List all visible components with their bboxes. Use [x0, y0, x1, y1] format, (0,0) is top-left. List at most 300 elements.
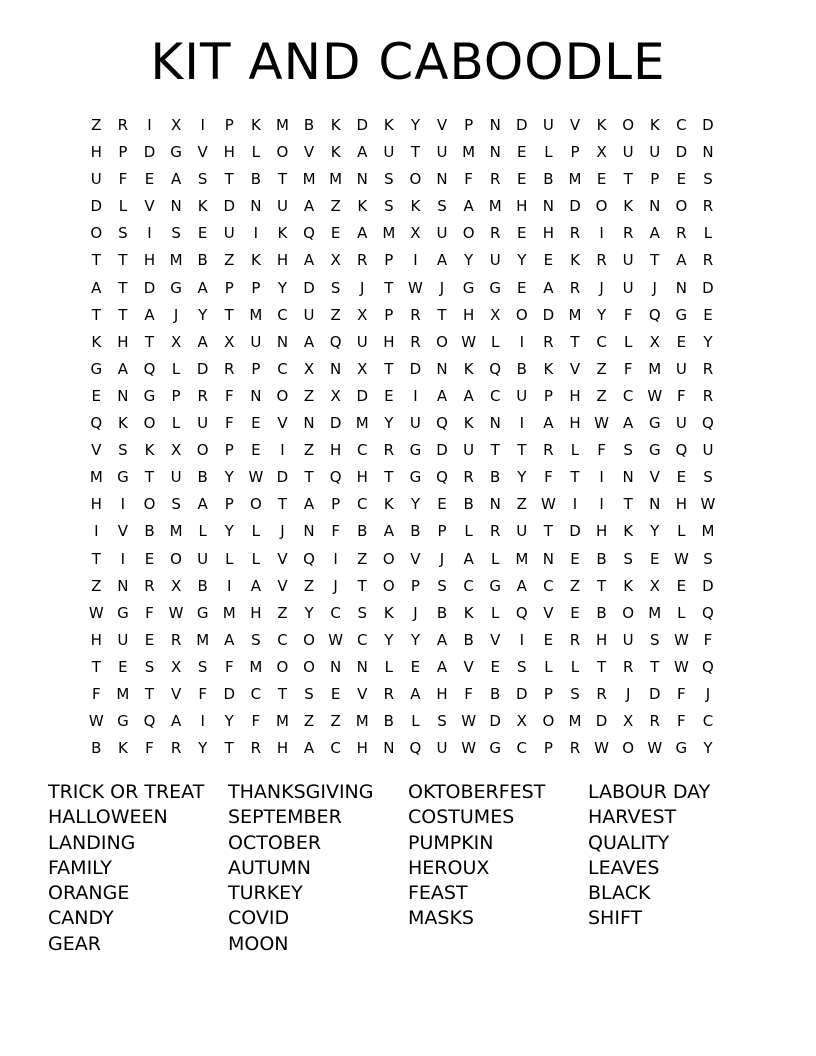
grid-letter: C [356, 495, 368, 514]
grid-letter: O [542, 712, 555, 731]
grid-letter: W [647, 386, 663, 405]
grid-letter: O [382, 576, 395, 595]
grid-letter: H [569, 386, 581, 405]
grid-letter: S [118, 441, 128, 460]
word-list-item: MOON [228, 932, 289, 955]
word-list-item: BLACK [588, 882, 651, 905]
grid-letter: V [410, 549, 421, 568]
grid-letter: A [516, 576, 527, 595]
grid-letter: D [356, 386, 369, 405]
grid-row [83, 330, 748, 357]
grid-letter: K [410, 197, 421, 216]
grid-letter: F [118, 170, 128, 189]
grid-letter: B [490, 684, 501, 703]
grid-letter: A [303, 251, 315, 270]
grid-row [83, 682, 748, 709]
grid-row [83, 438, 748, 465]
grid-letter: T [490, 441, 500, 460]
grid-letter: H [90, 495, 102, 514]
grid-letter: T [650, 251, 660, 270]
grid-letter: Y [198, 739, 208, 758]
grid-letter: E [330, 684, 341, 703]
grid-letter: U [516, 386, 528, 405]
grid-letter: L [491, 549, 500, 568]
grid-letter: P [464, 116, 474, 134]
word-list-item: HEROUX [408, 856, 490, 879]
word-list-item: HARVEST [588, 806, 677, 829]
grid-letter: U [409, 414, 421, 433]
grid-letter: P [224, 278, 234, 297]
grid-letter: E [91, 386, 102, 405]
grid-letter: I [200, 116, 205, 134]
grid-letter: K [463, 414, 474, 433]
grid-letter: L [677, 522, 686, 541]
grid-row [83, 465, 748, 492]
grid-letter: Y [224, 712, 234, 731]
grid-letter: E [144, 630, 155, 649]
grid-letter: H [462, 305, 475, 324]
grid-letter: G [117, 712, 129, 731]
grid-letter: X [649, 332, 660, 351]
grid-letter: Y [198, 305, 208, 324]
grid-letter: U [383, 143, 395, 162]
word-list [48, 780, 768, 957]
grid-letter: F [623, 359, 633, 378]
word-list-item: QUALITY [588, 831, 670, 854]
grid-letter: X [357, 305, 368, 324]
grid-letter: L [251, 143, 261, 162]
grid-letter: X [516, 712, 527, 731]
grid-letter: T [623, 170, 633, 189]
grid-letter: D [303, 278, 315, 297]
grid-letter: Y [650, 522, 660, 541]
grid-letter: I [413, 386, 418, 405]
grid-letter: H [117, 332, 129, 351]
grid-letter: V [117, 522, 129, 541]
grid-letter: S [251, 630, 261, 649]
grid-letter: K [250, 251, 261, 270]
word-list-item: COSTUMES [408, 806, 515, 829]
grid-letter: E [703, 305, 713, 324]
grid-letter: E [596, 170, 607, 189]
grid-letter: B [410, 522, 421, 541]
grid-letter: D [436, 441, 448, 460]
grid-letter: I [147, 224, 152, 243]
grid-letter: A [170, 170, 182, 189]
grid-letter: U [675, 414, 687, 433]
word-list-item: OCTOBER [228, 831, 322, 854]
grid-letter: N [250, 386, 262, 405]
grid-letter: I [227, 576, 232, 595]
grid-letter: K [277, 224, 288, 243]
grid-letter: M [116, 684, 130, 703]
grid-letter: H [569, 414, 581, 433]
grid-letter: S [437, 712, 447, 731]
grid-letter: G [170, 278, 182, 297]
grid-letter: T [144, 332, 155, 351]
grid-letter: S [437, 197, 447, 216]
grid-letter: P [224, 116, 234, 134]
grid-letter: D [223, 684, 236, 703]
grid-letter: R [569, 224, 581, 243]
grid-letter: E [517, 143, 527, 162]
grid-letter: Q [648, 305, 661, 324]
grid-letter: O [143, 495, 156, 514]
page-title: KIT AND CABOODLE [150, 33, 666, 91]
grid-letter: R [170, 739, 182, 758]
grid-letter: X [170, 116, 182, 134]
grid-letter: M [648, 603, 662, 622]
grid-letter: P [224, 441, 234, 460]
word-list-item: LANDING [48, 831, 136, 854]
word-list-item: SEPTEMBER [228, 806, 342, 829]
grid-letter: B [303, 116, 315, 134]
grid-row [83, 113, 748, 140]
grid-letter: A [303, 495, 315, 514]
grid-letter: N [622, 468, 634, 487]
grid-letter: T [277, 684, 288, 703]
grid-letter: N [489, 116, 501, 134]
grid-letter: X [410, 224, 421, 243]
grid-letter: J [280, 522, 285, 541]
grid-letter: G [648, 414, 661, 433]
grid-letter: U [436, 739, 448, 758]
grid-letter: P [437, 522, 447, 541]
grid-letter: G [489, 576, 502, 595]
grid-letter: A [436, 630, 448, 649]
grid-letter: U [675, 359, 687, 378]
grid-letter: M [89, 468, 103, 487]
grid-letter: Q [515, 603, 528, 622]
word-list-item: FEAST [408, 882, 468, 905]
grid-letter: D [569, 197, 581, 216]
grid-letter: U [223, 224, 235, 243]
grid-letter: D [143, 143, 156, 162]
grid-row [83, 140, 748, 167]
grid-letter: F [597, 441, 606, 460]
grid-letter: T [596, 576, 607, 595]
grid-letter: Y [410, 495, 420, 514]
grid-letter: H [143, 251, 156, 270]
grid-letter: R [489, 170, 501, 189]
grid-letter: R [224, 359, 235, 378]
grid-letter: A [197, 495, 208, 514]
grid-letter: U [436, 143, 448, 162]
grid-letter: W [673, 657, 689, 676]
grid-letter: U [303, 305, 315, 324]
grid-letter: K [117, 739, 128, 758]
grid-letter: D [542, 305, 555, 324]
grid-letter: I [333, 549, 338, 568]
grid-letter: L [491, 603, 500, 622]
grid-letter: H [276, 251, 289, 270]
grid-letter: A [436, 251, 448, 270]
grid-letter: N [250, 197, 262, 216]
grid-letter: N [170, 197, 182, 216]
grid-letter: Z [277, 603, 288, 622]
grid-letter: N [702, 143, 714, 162]
grid-letter: R [117, 116, 129, 134]
grid-letter: B [596, 549, 607, 568]
grid-letter: J [360, 278, 365, 297]
grid-letter: R [702, 251, 714, 270]
grid-letter: D [409, 359, 422, 378]
grid-letter: F [91, 684, 101, 703]
grid-letter: R [250, 739, 262, 758]
grid-letter: X [330, 251, 341, 270]
grid-letter: V [649, 468, 660, 487]
grid-letter: E [570, 603, 580, 622]
grid-letter: R [357, 251, 368, 270]
grid-letter: T [570, 332, 580, 351]
grid-letter: G [489, 739, 502, 758]
grid-letter: N [675, 278, 687, 297]
grid-letter: G [409, 468, 422, 487]
grid-letter: W [461, 739, 477, 758]
grid-letter: F [145, 603, 154, 622]
grid-letter: H [356, 739, 368, 758]
grid-letter: E [144, 549, 155, 568]
grid-row [83, 736, 748, 763]
grid-letter: O [675, 197, 688, 216]
grid-letter: H [542, 224, 555, 243]
grid-letter: A [543, 414, 554, 433]
grid-letter: C [543, 576, 554, 595]
grid-letter: X [170, 576, 182, 595]
grid-letter: L [703, 224, 713, 243]
grid-letter: R [622, 657, 634, 676]
grid-letter: Y [464, 251, 474, 270]
grid-letter: R [622, 224, 634, 243]
grid-letter: A [197, 332, 208, 351]
grid-letter: A [649, 224, 660, 243]
grid-letter: D [702, 278, 714, 297]
grid-letter: K [197, 197, 208, 216]
grid-letter: R [383, 684, 395, 703]
grid-letter: X [170, 332, 182, 351]
grid-letter: E [676, 468, 687, 487]
grid-letter: P [410, 576, 420, 595]
grid-letter: S [118, 224, 128, 243]
grid-letter: I [599, 495, 604, 514]
grid-letter: V [144, 197, 155, 216]
grid-letter: O [170, 549, 182, 568]
grid-letter: E [517, 278, 527, 297]
grid-letter: H [250, 603, 262, 622]
grid-letter: G [196, 603, 209, 622]
grid-letter: A [463, 549, 474, 568]
grid-letter: Y [384, 630, 394, 649]
grid-letter: D [329, 414, 342, 433]
grid-letter: Q [90, 414, 103, 433]
grid-letter: R [649, 712, 660, 731]
grid-letter: C [489, 386, 501, 405]
grid-letter: B [490, 468, 501, 487]
grid-letter: O [382, 549, 395, 568]
grid-letter: T [304, 468, 314, 487]
grid-letter: M [249, 657, 263, 676]
grid-letter: W [168, 603, 184, 622]
grid-letter: M [302, 170, 316, 189]
grid-letter: P [384, 251, 394, 270]
grid-letter: X [357, 359, 368, 378]
grid-letter: P [543, 386, 553, 405]
grid-letter: U [197, 549, 209, 568]
grid-letter: F [224, 386, 234, 405]
grid-letter: K [144, 441, 155, 460]
grid-letter: K [463, 359, 474, 378]
grid-letter: L [225, 549, 234, 568]
grid-row [83, 628, 748, 655]
grid-letter: T [118, 305, 128, 324]
grid-letter: R [463, 468, 474, 487]
grid-letter: U [276, 197, 288, 216]
grid-letter: E [570, 549, 580, 568]
grid-letter: L [491, 332, 500, 351]
grid-letter: K [383, 603, 394, 622]
grid-letter: T [91, 305, 101, 324]
grid-letter: R [170, 630, 182, 649]
grid-letter: Y [517, 251, 527, 270]
word-list-item: ORANGE [48, 882, 130, 905]
grid-letter: A [463, 386, 474, 405]
grid-letter: N [542, 549, 554, 568]
grid-letter: P [251, 359, 261, 378]
grid-letter: K [357, 197, 368, 216]
grid-letter: T [91, 251, 101, 270]
grid-letter: X [330, 386, 341, 405]
grid-letter: P [543, 739, 553, 758]
grid-letter: C [277, 630, 288, 649]
grid-letter: G [170, 143, 182, 162]
grid-letter: E [330, 224, 341, 243]
grid-letter: T [543, 522, 553, 541]
grid-letter: O [196, 441, 209, 460]
grid-row [83, 411, 748, 438]
grid-letter: I [519, 414, 525, 433]
grid-letter: F [703, 630, 713, 649]
grid-letter: S [357, 603, 367, 622]
grid-letter: Q [702, 414, 714, 433]
grid-letter: B [197, 468, 208, 487]
grid-letter: H [595, 630, 608, 649]
grid-letter: F [677, 712, 686, 731]
grid-letter: D [702, 576, 714, 595]
grid-letter: H [90, 143, 102, 162]
grid-letter: T [277, 495, 288, 514]
grid-letter: B [91, 739, 102, 758]
grid-letter: B [383, 712, 394, 731]
grid-letter: Z [303, 441, 315, 460]
grid-letter: F [677, 386, 686, 405]
grid-letter: S [437, 576, 447, 595]
grid-letter: I [253, 224, 259, 243]
grid-row [83, 303, 748, 330]
grid-row [83, 194, 748, 221]
grid-letter: A [250, 576, 261, 595]
grid-letter: Z [596, 386, 607, 405]
grid-letter: W [88, 712, 104, 731]
grid-letter: O [622, 116, 635, 134]
grid-letter: L [171, 359, 181, 378]
grid-letter: U [489, 251, 501, 270]
grid-letter: V [303, 143, 315, 162]
grid-letter: L [570, 657, 580, 676]
grid-row [83, 357, 748, 384]
grid-letter: E [118, 657, 128, 676]
grid-letter: C [463, 576, 474, 595]
grid-letter: D [276, 468, 289, 487]
grid-letter: I [572, 495, 578, 514]
grid-letter: N [356, 657, 368, 676]
grid-letter: W [408, 278, 423, 297]
grid-letter: Q [143, 712, 156, 731]
grid-letter: S [623, 441, 633, 460]
grid-letter: Z [330, 197, 341, 216]
grid-letter: S [171, 495, 181, 514]
grid-letter: T [224, 170, 234, 189]
grid-letter: Z [224, 251, 235, 270]
grid-letter: Y [410, 116, 420, 134]
grid-letter: E [517, 170, 527, 189]
grid-letter: L [171, 414, 181, 433]
grid-letter: O [622, 739, 635, 758]
grid-letter: E [543, 251, 554, 270]
grid-letter: J [413, 603, 418, 622]
grid-letter: T [517, 441, 527, 460]
grid-letter: R [596, 684, 607, 703]
grid-letter: Q [675, 441, 688, 460]
grid-letter: U [463, 441, 475, 460]
grid-letter: T [224, 305, 234, 324]
grid-letter: U [197, 414, 209, 433]
grid-letter: A [303, 332, 315, 351]
grid-letter: H [383, 332, 395, 351]
grid-letter: V [91, 441, 102, 460]
grid-letter: V [197, 143, 208, 162]
grid-letter: G [648, 441, 661, 460]
grid-letter: K [623, 197, 634, 216]
grid-letter: M [568, 305, 582, 324]
grid-letter: Q [409, 739, 422, 758]
grid-letter: K [649, 116, 660, 134]
grid-letter: E [144, 170, 155, 189]
grid-letter: R [144, 576, 155, 595]
grid-letter: M [222, 603, 236, 622]
grid-letter: N [330, 657, 342, 676]
grid-letter: X [649, 576, 660, 595]
grid-letter: P [224, 495, 234, 514]
grid-letter: P [384, 305, 394, 324]
grid-letter: R [596, 251, 607, 270]
word-list-item: CANDY [48, 907, 114, 930]
grid-letter: P [650, 170, 660, 189]
grid-letter: A [224, 630, 235, 649]
grid-row [83, 384, 748, 411]
grid-letter: K [623, 576, 634, 595]
grid-letter: E [490, 657, 500, 676]
grid-letter: M [355, 712, 369, 731]
grid-letter: K [117, 414, 128, 433]
grid-letter: Q [436, 468, 448, 487]
grid-letter: Q [303, 224, 315, 243]
word-list-item: MASKS [408, 907, 474, 930]
grid-letter: C [330, 603, 341, 622]
grid-letter: O [276, 143, 289, 162]
grid-letter: H [516, 197, 528, 216]
grid-letter: T [357, 576, 367, 595]
grid-letter: L [251, 522, 261, 541]
